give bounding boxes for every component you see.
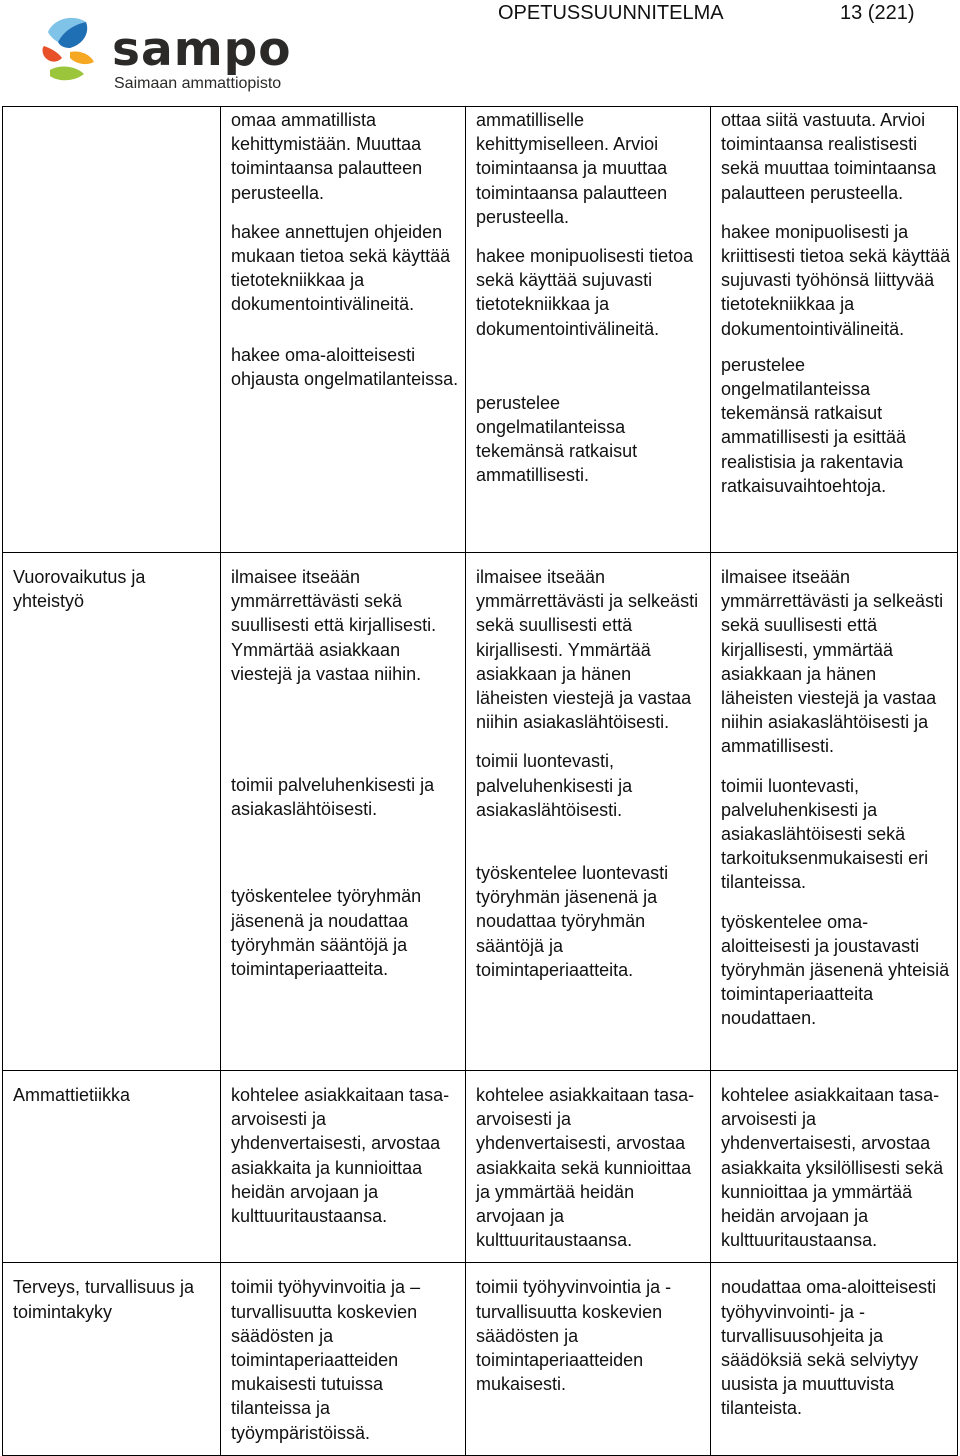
criteria-cell-excellent <box>711 553 958 1071</box>
criteria-cell-excellent: kohtelee asiakkaitaan tasa-arvoisesti ja yhdenvertaisesti, arvostaa asiakkaita yksilöllisesti sekä kunnioittaa ja ymmärtää heidän arvojaan ja kulttuuritaustaansa. <box>711 1071 958 1263</box>
criterion-text: perustelee ongelmatilanteissa tekemänsä ratkaisut ammatillisesti. <box>476 392 638 486</box>
criteria-cell-good <box>466 107 711 553</box>
criteria-cell-good: toimii työhyvinvointia ja -turvallisuutta koskevien säädösten ja toimintaperiaatteiden mukaisesti. <box>466 1263 711 1455</box>
criterion-text: toimii luontevasti, palveluhenkisesti ja asiakaslähtöisesti sekä tarkoituksenmukaisesti eri tilanteissa. <box>721 775 929 893</box>
table-row <box>3 1071 958 1263</box>
row-label: Vuorovaikutus ja yhteistyö <box>3 553 221 1071</box>
criterion-text: toimii luontevasti, palveluhenkisesti ja asiakaslähtöisesti. <box>476 751 633 820</box>
criterion-text: hakee monipuolisesti ja kriittisesti tietoa sekä käyttää sujuvasti työhönsä liittyvää tietotekniikkaa ja dokumentointivälineitä. <box>721 221 951 339</box>
criterion-text: omaa ammatillista kehittymistään. Muuttaa toimintaansa palautteen perusteella. <box>231 110 423 203</box>
sampo-logo <box>40 12 310 92</box>
page-number: 13 (221) <box>840 2 915 24</box>
criteria-cell-good: kohtelee asiakkaitaan tasa-arvoisesti ja yhdenvertaisesti, arvostaa asiakkaita sekä kunnioittaa ja ymmärtää heidän arvojaan ja kulttuuritaustaansa. <box>466 1071 711 1263</box>
criteria-cell-satisfactory <box>221 107 466 553</box>
criterion-text: ilmaisee itseään ymmärrettävästi ja selkeästi sekä suullisesti että kirjallisesti, ymmärtää asiakkaan ja hänen läheisten viestejä ja vastaa niihin asiakaslähtöisesti ja ammatillisesti. <box>721 567 944 757</box>
logo-subtitle: Saimaan ammattiopisto <box>114 75 282 92</box>
criterion-text: ilmaisee itseään ymmärrettävästi ja selkeästi sekä suullisesti että kirjallisesti. Ymmärtää asiakkaan ja hänen läheisten viestejä ja vastaa niihin asiakaslähtöisesti. <box>476 567 699 733</box>
criterion-text: ammatilliselle kehittymiselleen. Arvioi toimintaansa ja muuttaa toimintaansa palautteen perusteella. <box>476 110 668 227</box>
criteria-cell-satisfactory: toimii työhyvinvoitia ja –turvallisuutta koskevien säädösten ja toimintaperiaatteiden mukaisesti tutuissa tilanteissa ja työympäristöissä. <box>221 1263 466 1455</box>
table-row <box>3 1263 958 1455</box>
row-label: Ammattietiikka <box>3 1071 221 1263</box>
logo-wordmark: sampo <box>112 22 292 77</box>
criterion-text: ottaa siitä vastuuta. Arvioi toimintaansa realistisesti sekä muuttaa toimintaansa palautteen perusteella. <box>721 110 937 203</box>
criteria-cell-good <box>466 553 711 1071</box>
criteria-cell-satisfactory <box>221 553 466 1071</box>
assessment-criteria-table <box>2 106 958 1456</box>
criteria-cell-excellent <box>711 107 958 553</box>
document-title: OPETUSSUUNNITELMA <box>498 2 724 24</box>
criterion-text: perustelee ongelmatilanteissa tekemänsä ratkaisut ammatillisesti ja esittää realistisia ja rakentavia ratkaisuvaihtoehtoja. <box>721 354 907 496</box>
criterion-text: hakee monipuolisesti tietoa sekä käyttää sujuvasti tietotekniikkaa ja dokumentointivälineitä. <box>476 246 694 339</box>
criterion-text: työskentelee oma-aloitteisesti ja joustavasti työryhmän jäsenenä yhteisiä toimintaperiaatteita noudattaen. <box>721 911 950 1029</box>
criterion-text: toimii palveluhenkisesti ja asiakaslähtöisesti. <box>231 775 435 820</box>
sampo-logo-mark <box>40 12 108 90</box>
page-header <box>0 0 960 100</box>
table-row <box>3 553 958 1071</box>
table-row <box>3 107 958 553</box>
row-label <box>3 107 221 553</box>
row-label: Terveys, turvallisuus ja toimintakyky <box>3 1263 221 1455</box>
criterion-text: hakee oma-aloitteisesti ohjausta ongelmatilanteissa. <box>231 344 459 389</box>
criterion-text: työskentelee työryhmän jäsenenä ja noudattaa työryhmän sääntöjä ja toimintaperiaatteita. <box>231 886 422 980</box>
criteria-cell-satisfactory: kohtelee asiakkaitaan tasa-arvoisesti ja yhdenvertaisesti, arvostaa asiakkaita ja kunnioittaa heidän arvojaan ja kulttuuritaustaansa. <box>221 1071 466 1263</box>
criteria-cell-excellent: noudattaa oma-aloitteisesti työhyvinvointi- ja -turvallisuusohjeita ja säädöksiä sekä selviytyy uusista ja muuttuvista tilanteista. <box>711 1263 958 1455</box>
criterion-text: työskentelee luontevasti työryhmän jäsenenä ja noudattaa työryhmän sääntöjä ja toimintaperiaatteita. <box>476 863 669 980</box>
criterion-text: ilmaisee itseään ymmärrettävästi sekä suullisesti että kirjallisesti. Ymmärtää asiakkaan viestejä ja vastaa niihin. <box>231 567 437 684</box>
criterion-text: hakee annettujen ohjeiden mukaan tietoa sekä käyttää tietotekniikkaa ja dokumentointivälineitä. <box>231 221 451 315</box>
